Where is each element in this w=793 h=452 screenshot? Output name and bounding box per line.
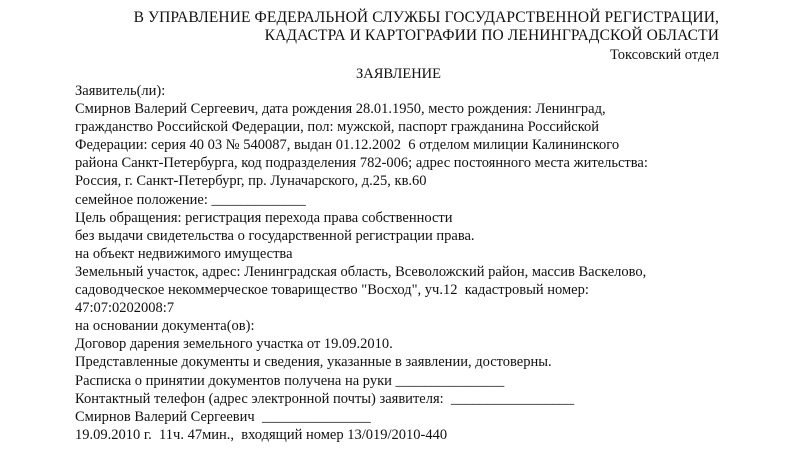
- applicant-address-line: Россия, г. Санкт-Петербург, пр. Луначарского, д.25, кв.60: [75, 173, 427, 190]
- basis-label: на основании документа(ов):: [75, 318, 255, 335]
- contact-line: Контактный телефон (адрес электронной почты) заявителя: _________________: [75, 390, 575, 407]
- applicant-details-line: района Санкт-Петербурга, код подразделения 782-006; адрес постоянного места жительства:: [75, 155, 648, 172]
- document-title-text: ЗАЯВЛЕНИЕ: [355, 66, 442, 82]
- statement-line: Представленные документы и сведения, указанные в заявлении, достоверны.: [75, 354, 552, 371]
- cadastral-number: 47:07:0202008:7: [75, 300, 175, 317]
- property-line: Земельный участок, адрес: Ленинградская область, Всеволожский район, массив Васкелово,: [75, 263, 647, 280]
- receipt-line: Расписка о принятии документов получена на руки _______________: [75, 372, 505, 389]
- header-line-1: В УПРАВЛЕНИЕ ФЕДЕРАЛЬНОЙ СЛУЖБЫ ГОСУДАРСТВЕННОЙ РЕГИСТРАЦИИ,: [133, 9, 719, 26]
- applicant-details-line: Федерации: серия 40 03 № 540087, выдан 01.12.2002 6 отделом милиции Калининского: [75, 137, 620, 154]
- applicant-details-line: Смирнов Валерий Сергеевич, дата рождения 28.01.1950, место рождения: Ленинград,: [75, 101, 606, 118]
- applicant-details-line: гражданство Российской Федерации, пол: мужской, паспорт гражданина Российской: [75, 119, 600, 136]
- applicant-label: Заявитель(ли):: [75, 83, 166, 99]
- basis-document: Договор дарения земельного участка от 19.09.2010.: [75, 336, 393, 353]
- property-line: садоводческое некоммерческое товарищество "Восход", уч.12 кадастровый номер:: [75, 282, 589, 299]
- document-body: [75, 82, 785, 444]
- purpose-line: Цель обращения: регистрация перехода права собственности: [75, 209, 453, 226]
- object-label: на объект недвижимого имущества: [75, 245, 293, 262]
- registration-stamp-line: 19.09.2010 г. 11ч. 47мин., входящий номер 13/019/2010-440: [75, 426, 448, 443]
- department-name: Токсовский отдел: [609, 47, 719, 63]
- purpose-line: без выдачи свидетельства о государственной регистрации права.: [75, 227, 475, 244]
- marital-status-line: семейное положение: _____________: [75, 191, 306, 208]
- document-title: [0, 65, 793, 83]
- header-line-2: КАДАСТРА И КАРТОГРАФИИ ПО ЛЕНИНГРАДСКОЙ ОБЛАСТИ: [264, 27, 719, 44]
- signature-line: Смирнов Валерий Сергеевич _______________: [75, 408, 371, 425]
